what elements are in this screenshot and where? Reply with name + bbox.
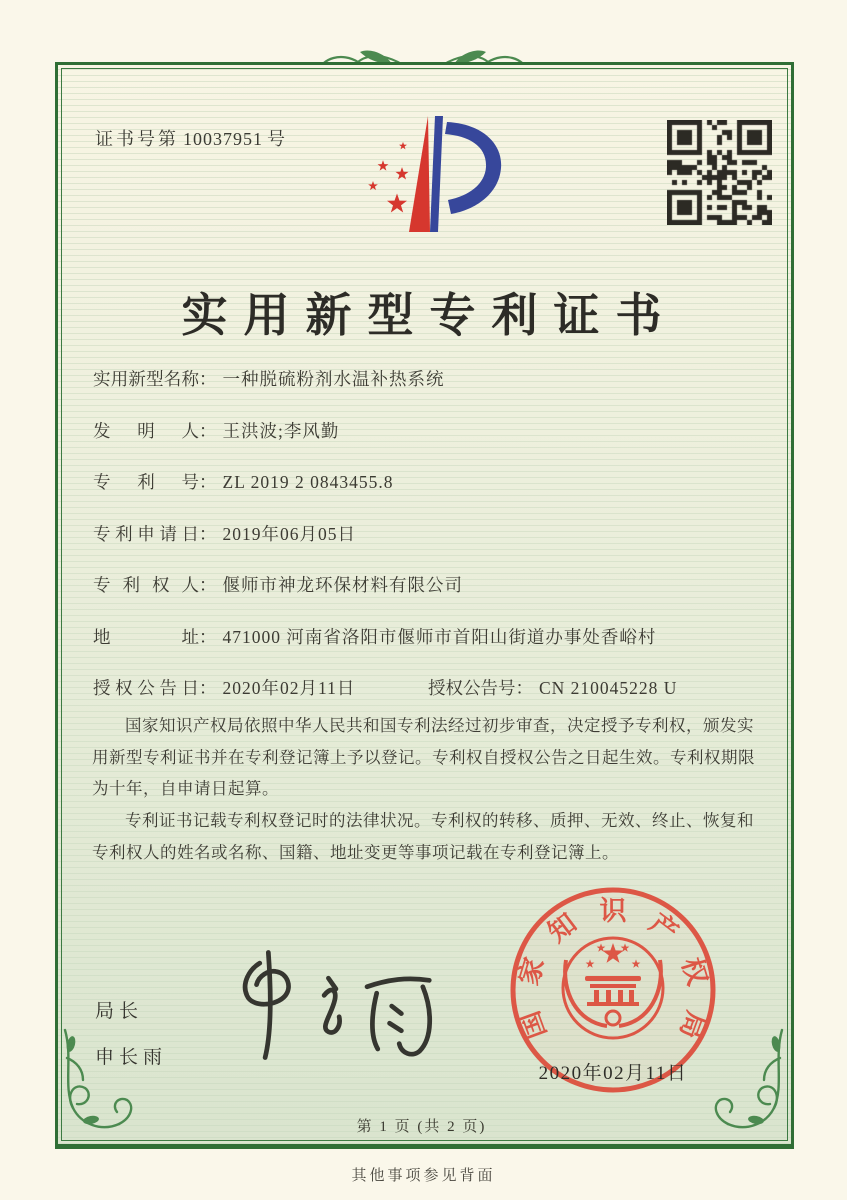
- field-label: 授权公告号: [428, 678, 516, 698]
- colon: ：: [515, 678, 533, 698]
- field-row-address: [93, 624, 761, 676]
- svg-text:权: 权: [676, 954, 713, 989]
- logo-blue-p-bowl: [445, 122, 501, 214]
- field-label: 专利号: [93, 472, 199, 492]
- svg-text:家: 家: [513, 954, 550, 989]
- back-note: 其他事项参见背面: [351, 1168, 496, 1184]
- field-value: ZL 2019 2 0843455.8: [222, 472, 394, 492]
- field-label: 实用新型名称: [93, 369, 199, 389]
- certificate-number-suffix: 号: [267, 129, 288, 149]
- field-value: 2019年06月05日: [222, 523, 356, 544]
- field-list: [93, 366, 761, 727]
- svg-text:知: 知: [542, 907, 582, 948]
- svg-text:识: 识: [599, 896, 627, 926]
- certificate-number: [95, 125, 288, 151]
- certificate-number-prefix: 证书号第: [95, 129, 179, 149]
- field-value: 2020年02月11日: [222, 678, 356, 698]
- field-value: 王洪波;李风勤: [222, 420, 340, 441]
- colon: ：: [199, 626, 217, 647]
- seal-date: 2020年02月11日: [538, 1063, 688, 1084]
- signer-title: 局长: [95, 1001, 144, 1022]
- field-label: 发明人: [93, 420, 199, 441]
- qr-code: [667, 120, 772, 225]
- svg-text:局: 局: [674, 1007, 712, 1043]
- page-title: 实用新型专利证书: [181, 289, 678, 341]
- legal-text: [92, 710, 758, 868]
- field-label: 专利权人: [93, 575, 199, 595]
- logo-stars: [368, 142, 408, 213]
- field-row-filing-date: [93, 521, 761, 573]
- svg-text:国: 国: [514, 1007, 552, 1043]
- field-row-patent-no: [93, 469, 761, 521]
- colon: ：: [199, 369, 217, 389]
- legal-paragraph-2: 专利证书记载专利权登记时的法律状况。专利权的转移、质押、无效、终止、恢复和专利权人的姓名或名称、国籍、地址变更等事项记载在专利登记簿上。: [92, 811, 754, 862]
- certificate-number-value: 10037951: [183, 129, 263, 149]
- signer-name: 申长雨: [95, 1047, 168, 1068]
- field-row-inventor: [93, 418, 761, 470]
- colon: ：: [199, 575, 217, 595]
- field-value: CN 210045228 U: [539, 678, 678, 698]
- logo-red-wedge: [409, 116, 430, 232]
- colon: ：: [199, 678, 217, 698]
- colon: ：: [199, 420, 217, 441]
- field-value: 471000 河南省洛阳市偃师市首阳山街道办事处香峪村: [222, 626, 657, 647]
- colon: ：: [199, 472, 217, 492]
- svg-text:产: 产: [644, 907, 684, 948]
- field-value: 偃师市神龙环保材料有限公司: [222, 575, 463, 595]
- field-label: 地址: [93, 626, 199, 647]
- field-row-name: [93, 366, 761, 418]
- page-number: 第 1 页 (共 2 页): [356, 1119, 487, 1135]
- logo-blue-bar: [430, 116, 443, 232]
- colon: ：: [199, 523, 217, 544]
- field-row-patentee: [93, 572, 761, 624]
- field-value: 一种脱硫粉剂水温补热系统: [222, 369, 445, 389]
- field-label: 授权公告日: [93, 678, 199, 698]
- cnipa-logo-icon: [345, 110, 515, 238]
- signer-block: [95, 996, 167, 1069]
- director-signature: [222, 946, 452, 1064]
- field-label: 专利申请日: [93, 523, 199, 544]
- legal-paragraph-1: 国家知识产权局依照中华人民共和国专利法经过初步审查，决定授予专利权，颁发实用新型专利证书并在专利登记簿上予以登记。专利权自授权公告之日起生效。专利权期限为十年，自申请日起算。: [92, 716, 755, 799]
